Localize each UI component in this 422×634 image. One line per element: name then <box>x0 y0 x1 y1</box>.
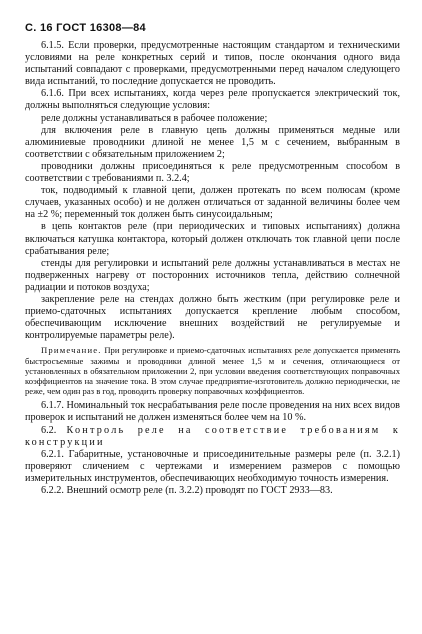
paragraph-6-2-2: 6.2.2. Внешний осмотр реле (п. 3.2.2) проводят по ГОСТ 2933—83. <box>41 485 333 497</box>
condition-item: стенды для регулировки и испытаний реле должны устанавливаться в местах не подверженных нагреву от посторонних источников тепла, действию солнечной радиации и потоков воздуха; <box>25 257 400 293</box>
note <box>25 345 400 396</box>
condition-item: проводники должны присоединяться к реле предусмотренным способом в соответствии с требованиями п. 3.2.4; <box>25 160 400 185</box>
section-heading-6-2 <box>25 425 400 449</box>
condition-item: закрепление реле на стендах должно быть жестким (при регулировке реле и приемо-сдаточных испытаниях допускается крепление любым способом, обеспечивающим исключение внешних воздействий не регулируемые и контролируемые параметры реле). <box>25 293 400 342</box>
condition-item: ток, подводимый к главной цепи, должен протекать по всем полюсам (кроме случаев, указанных особо) и не должен отличаться от заданной величины более чем на ±2 %; переменный ток должен быть синусоидальным; <box>25 185 400 221</box>
paragraph-6-1-5: 6.1.5. Если проверки, предусмотренные настоящим стандартом и техническими условиями на реле конкретных серий и типов, после окончания одного вида испытаний совпадают с проверками, предусмотренными перед началом следующего вида испытаний, то последние допускается не проводить. <box>25 40 400 88</box>
note-label: Примечание. <box>41 345 102 356</box>
section-title: Контроль реле на соответствие требованиям к конструкции <box>25 424 401 448</box>
note-text: При регулировке и приемо-сдаточных испытаниях реле допускается применять быстросъемные зажимы и проводники длиной менее 1,5 м и сечения, отличающиеся от установленных в обязательном приложении 2, при условии введения соответствующих поправочных коэффициентов на значение тока. В этом случае предприятие-изготовитель должно периодически, не реже, чем один раз в год, проводить проверку поправочных коэффициентов. <box>25 345 400 397</box>
document-body <box>25 40 400 497</box>
condition-item: в цепь контактов реле (при периодических и типовых испытаниях) должна включаться катушка контактора, который должен отключать ток главной цепи после срабатывания реле; <box>25 221 400 257</box>
paragraph-6-1-7: 6.1.7. Номинальный ток несрабатывания реле после проведения на них всех видов проверок и испытаний не должен изменяться более чем на 10 %. <box>25 400 400 424</box>
section-number: 6.2. <box>41 424 57 436</box>
paragraph-6-2-1: 6.2.1. Габаритные, установочные и присоединительные размеры реле (п. 3.2.1) проверяют сличением с чертежами и измерением размеров с помощью измерительных инструментов, обеспечивающих необходимую точность измерения. <box>25 448 400 484</box>
page-header: С. 16 ГОСТ 16308—84 <box>25 22 146 34</box>
condition-item: реле должны устанавливаться в рабочее положение; <box>41 112 268 124</box>
condition-item: для включения реле в главную цепь должны применяться медные или алюминиевые проводники длиной не менее 1,5 м с сечением, выбранным в соответствии с обязательным приложением 2; <box>25 124 400 160</box>
paragraph-6-1-6: 6.1.6. При всех испытаниях, когда через реле пропускается электрический ток, должны выполняться следующие условия: <box>25 88 400 112</box>
